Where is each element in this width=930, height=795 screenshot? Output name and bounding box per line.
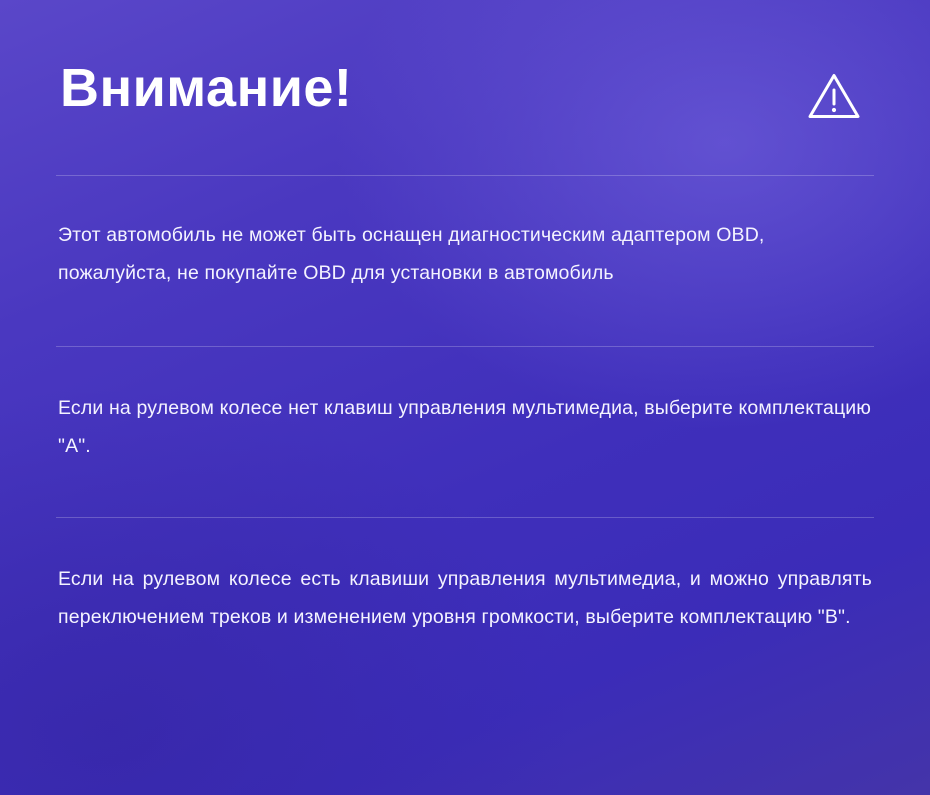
notice-block-variant-b bbox=[56, 518, 874, 666]
notice-text: Этот автомобиль не может быть оснащен диагностическим адаптером OBD, пожалуйста, не покупайте OBD для установки в автомобиль bbox=[58, 224, 765, 285]
page-title: Внимание! bbox=[60, 58, 353, 118]
notice-block-obd bbox=[56, 176, 874, 346]
notice-text: Если на рулевом колесе есть клавиши управления мультимедиа, и можно управлять переключением треков и изменением уровня громкости, выберите комплектацию "B". bbox=[58, 568, 872, 629]
notice-text: Если на рулевом колесе нет клавиш управления мультимедиа, выберите комплектацию "А". bbox=[58, 397, 872, 458]
poster-header bbox=[56, 52, 874, 129]
warning-triangle-icon bbox=[806, 68, 862, 129]
notice-block-variant-a bbox=[56, 347, 874, 517]
